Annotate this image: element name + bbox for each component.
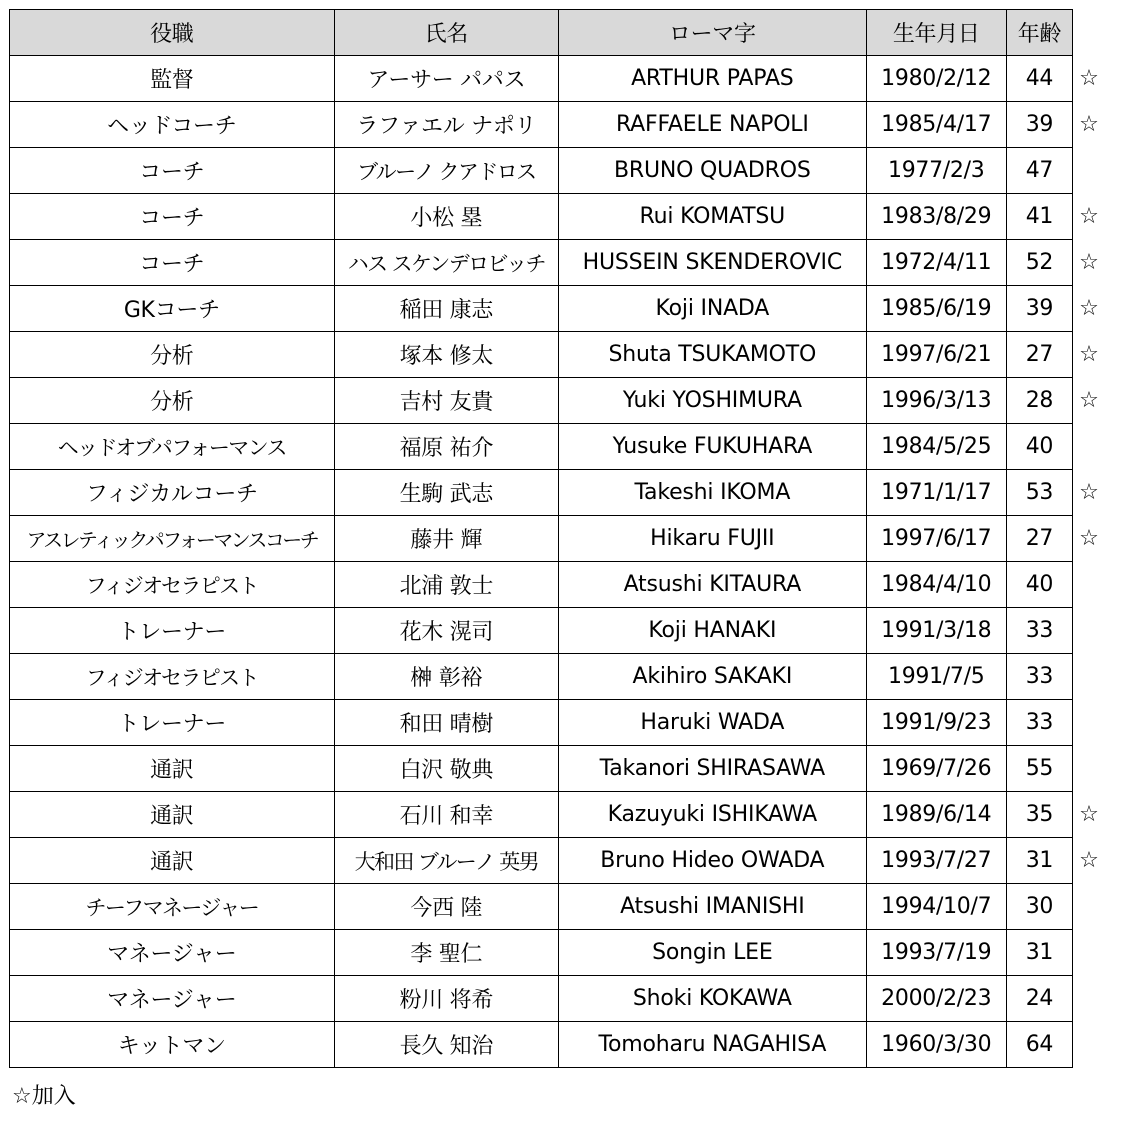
cell-roman: ARTHUR PAPAS: [559, 56, 867, 102]
table-row: [10, 424, 1073, 470]
table-row: [10, 102, 1073, 148]
new-member-mark: [1077, 424, 1101, 470]
cell-name: 石川 和幸: [334, 792, 558, 838]
cell-roman: Takanori SHIRASAWA: [559, 746, 867, 792]
cell-dob: 1971/1/17: [866, 470, 1006, 516]
cell-role: コーチ: [10, 240, 335, 286]
new-member-mark: [1077, 746, 1101, 792]
cell-name: 吉村 友貴: [334, 378, 558, 424]
cell-name: 生駒 武志: [334, 470, 558, 516]
cell-age: 31: [1006, 930, 1072, 976]
cell-roman: Atsushi IMANISHI: [559, 884, 867, 930]
cell-age: 55: [1006, 746, 1072, 792]
cell-dob: 1977/2/3: [866, 148, 1006, 194]
cell-age: 39: [1006, 102, 1072, 148]
new-member-mark: ☆: [1079, 801, 1099, 827]
cell-role: ヘッドコーチ: [10, 102, 335, 148]
cell-dob: 1993/7/27: [866, 838, 1006, 884]
new-member-mark: ☆: [1079, 295, 1099, 321]
cell-dob: 1985/6/19: [866, 286, 1006, 332]
table-row: [10, 332, 1073, 378]
cell-dob: 1983/8/29: [866, 194, 1006, 240]
cell-role: コーチ: [10, 148, 335, 194]
header-roman: ローマ字: [559, 10, 867, 56]
cell-name: 藤井 輝: [334, 516, 558, 562]
table-row: [10, 654, 1073, 700]
cell-age: 35: [1006, 792, 1072, 838]
new-member-mark: [1077, 884, 1101, 930]
new-member-mark: ☆: [1079, 111, 1099, 137]
cell-dob: 1991/7/5: [866, 654, 1006, 700]
cell-name: 福原 祐介: [334, 424, 558, 470]
new-member-mark: ☆: [1079, 847, 1099, 873]
table-row: [10, 746, 1073, 792]
cell-roman: Koji INADA: [559, 286, 867, 332]
cell-dob: 1985/4/17: [866, 102, 1006, 148]
header-age: 年齢: [1006, 10, 1072, 56]
cell-dob: 1997/6/21: [866, 332, 1006, 378]
cell-name: 花木 滉司: [334, 608, 558, 654]
cell-dob: 1984/4/10: [866, 562, 1006, 608]
cell-name: 和田 晴樹: [334, 700, 558, 746]
cell-age: 47: [1006, 148, 1072, 194]
cell-age: 40: [1006, 562, 1072, 608]
cell-age: 40: [1006, 424, 1072, 470]
cell-name: 今西 陸: [334, 884, 558, 930]
new-member-mark: [1077, 562, 1101, 608]
cell-age: 39: [1006, 286, 1072, 332]
cell-name: アーサー パパス: [334, 56, 558, 102]
cell-role: 分析: [10, 332, 335, 378]
cell-roman: Koji HANAKI: [559, 608, 867, 654]
cell-role: チーフマネージャー: [10, 884, 335, 930]
cell-role: マネージャー: [10, 930, 335, 976]
cell-dob: 1980/2/12: [866, 56, 1006, 102]
cell-dob: 1996/3/13: [866, 378, 1006, 424]
cell-role: GKコーチ: [10, 286, 335, 332]
cell-roman: Atsushi KITAURA: [559, 562, 867, 608]
cell-age: 28: [1006, 378, 1072, 424]
cell-roman: Bruno Hideo OWADA: [559, 838, 867, 884]
new-member-mark: [1077, 1022, 1101, 1068]
cell-name: 大和田 ブルーノ 英男: [334, 838, 558, 884]
cell-dob: 1991/9/23: [866, 700, 1006, 746]
new-member-mark: ☆: [1079, 65, 1099, 91]
cell-roman: Kazuyuki ISHIKAWA: [559, 792, 867, 838]
cell-dob: 1969/7/26: [866, 746, 1006, 792]
table-row: [10, 562, 1073, 608]
table-row: [10, 838, 1073, 884]
cell-dob: 1989/6/14: [866, 792, 1006, 838]
cell-age: 27: [1006, 516, 1072, 562]
cell-roman: Haruki WADA: [559, 700, 867, 746]
cell-name: 白沢 敬典: [334, 746, 558, 792]
staff-table: [9, 9, 1073, 1068]
header-row: [10, 10, 1073, 56]
legend: ☆加入: [12, 1084, 76, 1109]
new-member-mark: [1077, 148, 1101, 194]
cell-roman: Yuki YOSHIMURA: [559, 378, 867, 424]
table-row: [10, 608, 1073, 654]
cell-dob: 1997/6/17: [866, 516, 1006, 562]
cell-name: 小松 塁: [334, 194, 558, 240]
cell-roman: Rui KOMATSU: [559, 194, 867, 240]
cell-role: マネージャー: [10, 976, 335, 1022]
table-row: [10, 884, 1073, 930]
cell-dob: 1984/5/25: [866, 424, 1006, 470]
table-row: [10, 976, 1073, 1022]
cell-age: 53: [1006, 470, 1072, 516]
new-member-mark: [1077, 976, 1101, 1022]
table-row: [10, 194, 1073, 240]
cell-dob: 1960/3/30: [866, 1022, 1006, 1068]
cell-dob: 2000/2/23: [866, 976, 1006, 1022]
cell-roman: BRUNO QUADROS: [559, 148, 867, 194]
cell-name: 長久 知治: [334, 1022, 558, 1068]
cell-dob: 1994/10/7: [866, 884, 1006, 930]
cell-roman: Yusuke FUKUHARA: [559, 424, 867, 470]
new-member-mark: [1077, 700, 1101, 746]
cell-name: 粉川 将希: [334, 976, 558, 1022]
cell-age: 31: [1006, 838, 1072, 884]
cell-roman: Tomoharu NAGAHISA: [559, 1022, 867, 1068]
new-member-mark: [1077, 654, 1101, 700]
new-member-mark: [1077, 608, 1101, 654]
cell-role: 通訳: [10, 838, 335, 884]
cell-age: 41: [1006, 194, 1072, 240]
cell-dob: 1991/3/18: [866, 608, 1006, 654]
new-member-mark: ☆: [1079, 203, 1099, 229]
table-row: [10, 240, 1073, 286]
table-row: [10, 930, 1073, 976]
cell-role: 通訳: [10, 746, 335, 792]
cell-role: コーチ: [10, 194, 335, 240]
cell-role: アスレティックパフォーマンスコーチ: [10, 516, 335, 562]
cell-dob: 1993/7/19: [866, 930, 1006, 976]
table-row: [10, 1022, 1073, 1068]
table-row: [10, 470, 1073, 516]
cell-roman: Shuta TSUKAMOTO: [559, 332, 867, 378]
cell-roman: Hikaru FUJII: [559, 516, 867, 562]
header-role: 役職: [10, 10, 335, 56]
cell-dob: 1972/4/11: [866, 240, 1006, 286]
cell-role: 監督: [10, 56, 335, 102]
cell-age: 24: [1006, 976, 1072, 1022]
cell-role: フィジオセラピスト: [10, 654, 335, 700]
cell-roman: HUSSEIN SKENDEROVIC: [559, 240, 867, 286]
cell-role: 通訳: [10, 792, 335, 838]
cell-name: 北浦 敦士: [334, 562, 558, 608]
cell-role: フィジカルコーチ: [10, 470, 335, 516]
table-row: [10, 700, 1073, 746]
cell-age: 30: [1006, 884, 1072, 930]
cell-roman: Akihiro SAKAKI: [559, 654, 867, 700]
cell-name: 榊 彰裕: [334, 654, 558, 700]
cell-name: ブルーノ クアドロス: [334, 148, 558, 194]
new-member-mark: ☆: [1079, 387, 1099, 413]
cell-role: キットマン: [10, 1022, 335, 1068]
cell-age: 33: [1006, 700, 1072, 746]
table-row: [10, 56, 1073, 102]
table-body: [10, 56, 1073, 1068]
cell-role: フィジオセラピスト: [10, 562, 335, 608]
cell-name: 李 聖仁: [334, 930, 558, 976]
cell-age: 27: [1006, 332, 1072, 378]
cell-role: トレーナー: [10, 608, 335, 654]
cell-role: トレーナー: [10, 700, 335, 746]
cell-age: 33: [1006, 608, 1072, 654]
table-header: [10, 10, 1073, 56]
table-row: [10, 286, 1073, 332]
table-row: [10, 792, 1073, 838]
cell-roman: Songin LEE: [559, 930, 867, 976]
header-name: 氏名: [334, 10, 558, 56]
header-dob: 生年月日: [866, 10, 1006, 56]
cell-age: 33: [1006, 654, 1072, 700]
cell-roman: Takeshi IKOMA: [559, 470, 867, 516]
cell-name: ハス スケンデロビッチ: [334, 240, 558, 286]
new-member-mark: ☆: [1079, 249, 1099, 275]
cell-age: 64: [1006, 1022, 1072, 1068]
table-row: [10, 516, 1073, 562]
cell-role: ヘッドオブパフォーマンス: [10, 424, 335, 470]
cell-roman: Shoki KOKAWA: [559, 976, 867, 1022]
cell-name: ラファエル ナポリ: [334, 102, 558, 148]
new-member-mark: ☆: [1079, 341, 1099, 367]
new-member-mark: ☆: [1079, 525, 1099, 551]
new-member-mark: [1077, 930, 1101, 976]
table-row: [10, 378, 1073, 424]
cell-name: 塚本 修太: [334, 332, 558, 378]
cell-role: 分析: [10, 378, 335, 424]
cell-age: 52: [1006, 240, 1072, 286]
cell-roman: RAFFAELE NAPOLI: [559, 102, 867, 148]
new-member-mark: ☆: [1079, 479, 1099, 505]
cell-age: 44: [1006, 56, 1072, 102]
table-row: [10, 148, 1073, 194]
cell-name: 稲田 康志: [334, 286, 558, 332]
